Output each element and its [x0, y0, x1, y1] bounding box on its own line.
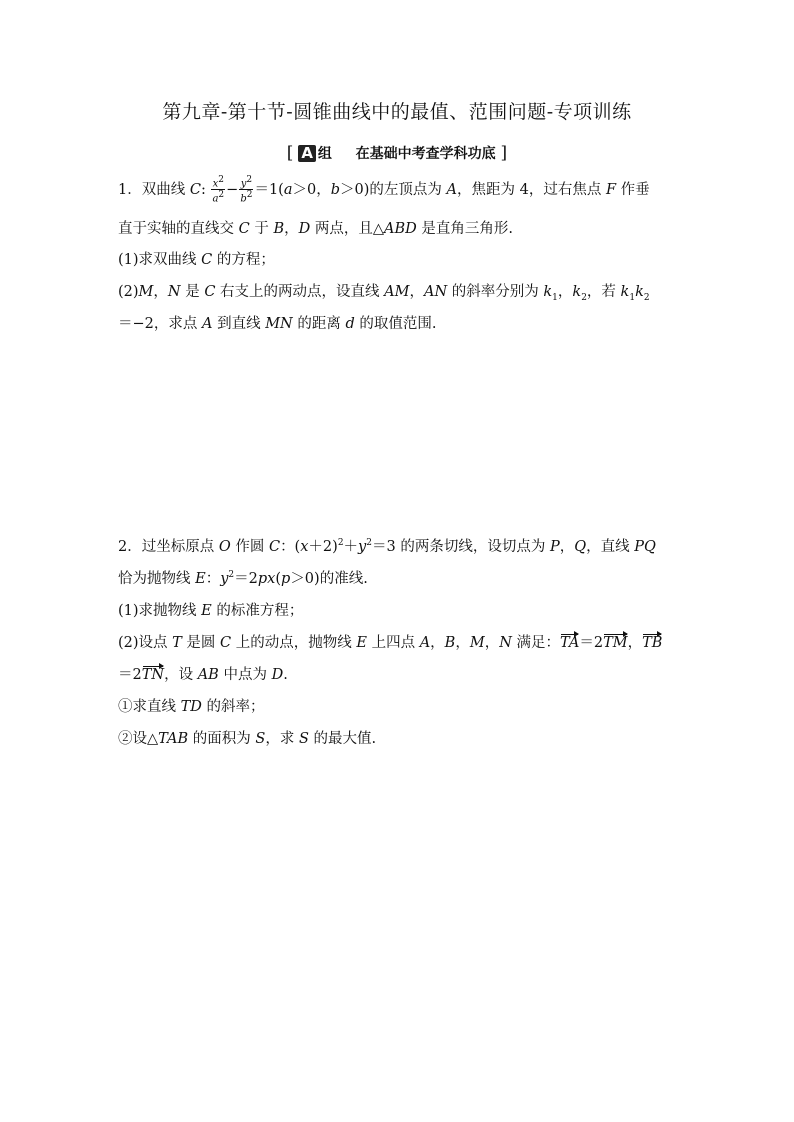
- problem-2-number: 2．: [118, 539, 142, 555]
- problem-1-part-2-line-1: (2)M，N 是 C 右支上的两动点，设直线 AM，AN 的斜率分别为 $k_1$，$k_2$，若 $k_1k_2$: [118, 284, 650, 303]
- page-title: 第九章-第十节-圆锥曲线中的最值、范围问题-专项训练: [162, 101, 632, 123]
- group-label: 组: [317, 146, 332, 162]
- problem-1-line-2: 直于实轴的直线交 C 于 B，D 两点，且△ABD 是直角三角形.: [118, 221, 513, 237]
- problem-2-line-2: 恰为抛物线 E：$y^2=2px(p>0)$的准线.: [118, 570, 368, 587]
- fraction-y2-b2: $\frac{y^2}{b^2}$: [240, 175, 253, 205]
- problem-1-line-1: 1．双曲线 C: $\frac{x^2}{a^2}$ − $\frac{y^2}{b^2}$ ＝1(a＞0，b＞0)的左顶点为 A，焦距为 4，过右焦点 F 作垂: [118, 175, 650, 205]
- problem-1-number: 1．: [118, 181, 142, 198]
- fraction-x2-a2: $\frac{x^2}{a^2}$: [212, 175, 225, 205]
- problem-2-line-1: 2．过坐标原点 O 作圆 C：$(x+2)^2+y^2=3$ 的两条切线，设切点为 P，Q，直线 PQ: [118, 538, 656, 555]
- group-letter-badge: A: [298, 145, 316, 162]
- vector-TN: TN: [141, 667, 165, 683]
- problem-1-part-2-line-2: ＝−2，求点 A 到直线 MN 的距离 d 的取值范围.: [118, 316, 437, 332]
- right-bracket: ]: [500, 143, 508, 163]
- vector-TM: TM: [603, 635, 628, 651]
- problem-1-part-1: (1)求双曲线 C 的方程；: [118, 252, 275, 268]
- vector-TA: TA: [559, 635, 580, 651]
- group-heading: [0, 143, 794, 163]
- problem-2-part-2-line-1: (2)设点 T 是圆 C 上的动点，抛物线 E 上四点 A，B，M，N 满足：TA＝2TM，TB: [118, 635, 663, 651]
- problem-2-sub-1: ①求直线 TD 的斜率；: [118, 699, 265, 715]
- problem-2-part-2-line-2: ＝2TN，设 AB 中点为 D.: [118, 667, 288, 683]
- group-subtitle: 在基础中考查学科功底: [355, 146, 496, 162]
- problem-2-sub-2: ②设△TAB 的面积为 S，求 S 的最大值.: [118, 731, 377, 747]
- problem-2-part-1: (1)求抛物线 E 的标准方程；: [118, 603, 304, 619]
- left-bracket: [: [286, 143, 294, 163]
- vector-TB: TB: [642, 635, 663, 651]
